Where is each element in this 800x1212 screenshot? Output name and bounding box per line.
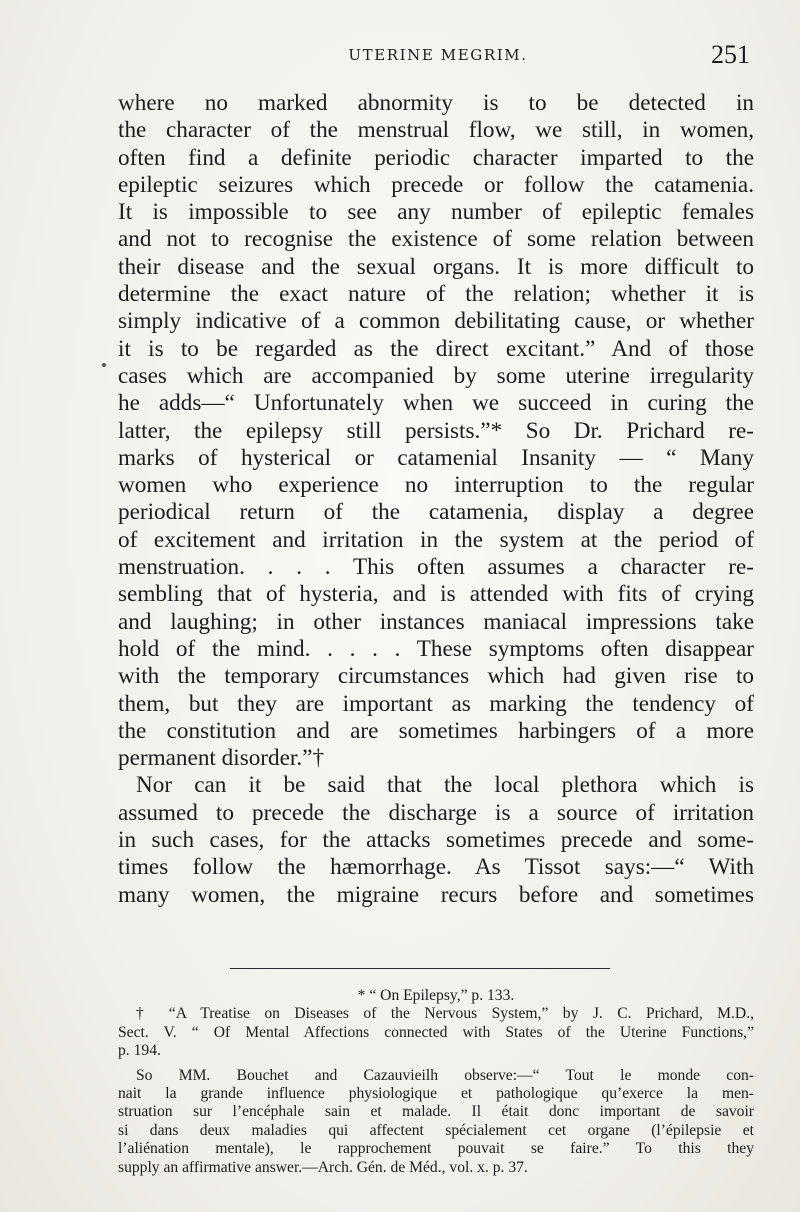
text-line: marks of hysterical or catamenial Insanity — “ Many: [118, 444, 754, 471]
footnote-bouchet-line: supply an affirmative answer.—Arch. Gén. de Méd., vol. x. p. 37.: [118, 1158, 528, 1176]
footnote-epilepsy: * “ On Epilepsy,” p. 133.: [357, 987, 515, 1004]
text-line: where no marked abnormity is to be detected in: [118, 90, 754, 116]
footnote-rule: [230, 968, 610, 969]
text-line: the character of the menstrual flow, we still, in women,: [118, 117, 754, 144]
text-line: it is to be regarded as the direct excitant.” And of those: [118, 335, 754, 362]
text-line: their disease and the sexual organs. It is more difficult to: [118, 253, 754, 280]
text-line: often find a definite periodic character imparted to the: [118, 144, 754, 171]
footnote-bouchet-line: l’aliénation mentale), le rapprochement pouvait se faire.” To this they: [118, 1140, 754, 1158]
text-line: menstruation. . . . This often assumes a character re-: [118, 554, 754, 581]
page-header: [118, 38, 758, 70]
text-line: many women, the migraine recurs before and sometimes: [118, 881, 754, 908]
page-number: 251: [711, 40, 750, 69]
text-line: Nor can it be said that the local plethora which is: [136, 772, 754, 799]
body-text: [118, 90, 754, 909]
text-line: sembling that of hysteria, and is attended with fits of crying: [118, 581, 754, 608]
text-line: of excitement and irritation in the system at the period of: [118, 526, 754, 553]
footnote-bouchet-line: So MM. Bouchet and Cazauvieilh observe:—“ Tout le monde con-: [136, 1066, 754, 1084]
text-line: cases which are accompanied by some uterine irregularity: [118, 362, 754, 389]
footnote-bouchet-line: nait la grande influence physiologique et pathologique qu’exerce la men-: [118, 1085, 754, 1103]
text-line: and laughing; in other instances maniacal impressions take: [118, 608, 754, 635]
text-line: in such cases, for the attacks sometimes precede and some-: [118, 827, 754, 854]
text-line: It is impossible to see any number of epileptic females: [118, 199, 754, 226]
footnote-prichard-line: p. 194.: [118, 1042, 161, 1060]
text-line: women who experience no interruption to the regular: [118, 472, 754, 499]
text-line: permanent disorder.”†: [118, 745, 325, 772]
running-head: UTERINE MEGRIM.: [348, 46, 528, 64]
text-line: determine the exact nature of the relation; whether it is: [118, 281, 754, 308]
text-line: the constitution and are sometimes harbingers of a more: [118, 717, 754, 744]
text-line: and not to recognise the existence of some relation between: [118, 226, 754, 253]
text-line: assumed to precede the discharge is a source of irritation: [118, 799, 754, 826]
text-line: hold of the mind. . . . . These symptoms often disappear: [118, 635, 754, 662]
margin-mark: [102, 363, 106, 367]
text-line: latter, the epilepsy still persists.”* So Dr. Prichard re-: [118, 417, 754, 444]
text-line: simply indicative of a common debilitating cause, or whether: [118, 308, 754, 335]
text-line: epileptic seizures which precede or follow the catamenia.: [118, 171, 754, 198]
text-line: times follow the hæmorrhage. As Tissot says:—“ With: [118, 854, 754, 881]
footnote-bouchet-line: struation sur l’encéphale sain et malade. Il était donc important de savoir: [118, 1103, 754, 1121]
text-line: he adds—“ Unfortunately when we succeed in curing the: [118, 390, 754, 417]
footnote-bouchet-line: si dans deux maladies qui affectent spécialement cet organe (l’épilepsie et: [118, 1121, 754, 1139]
text-line: them, but they are important as marking the tendency of: [118, 690, 754, 717]
footnote-prichard-line: † “A Treatise on Diseases of the Nervous System,” by J. C. Prichard, M.D.,: [136, 1005, 754, 1023]
text-line: with the temporary circumstances which had given rise to: [118, 663, 754, 690]
footnotes: [118, 987, 754, 1177]
footnote-prichard-line: Sect. V. “ Of Mental Affections connected with States of the Uterine Functions,”: [118, 1023, 754, 1041]
text-line: periodical return of the catamenia, display a degree: [118, 499, 754, 526]
